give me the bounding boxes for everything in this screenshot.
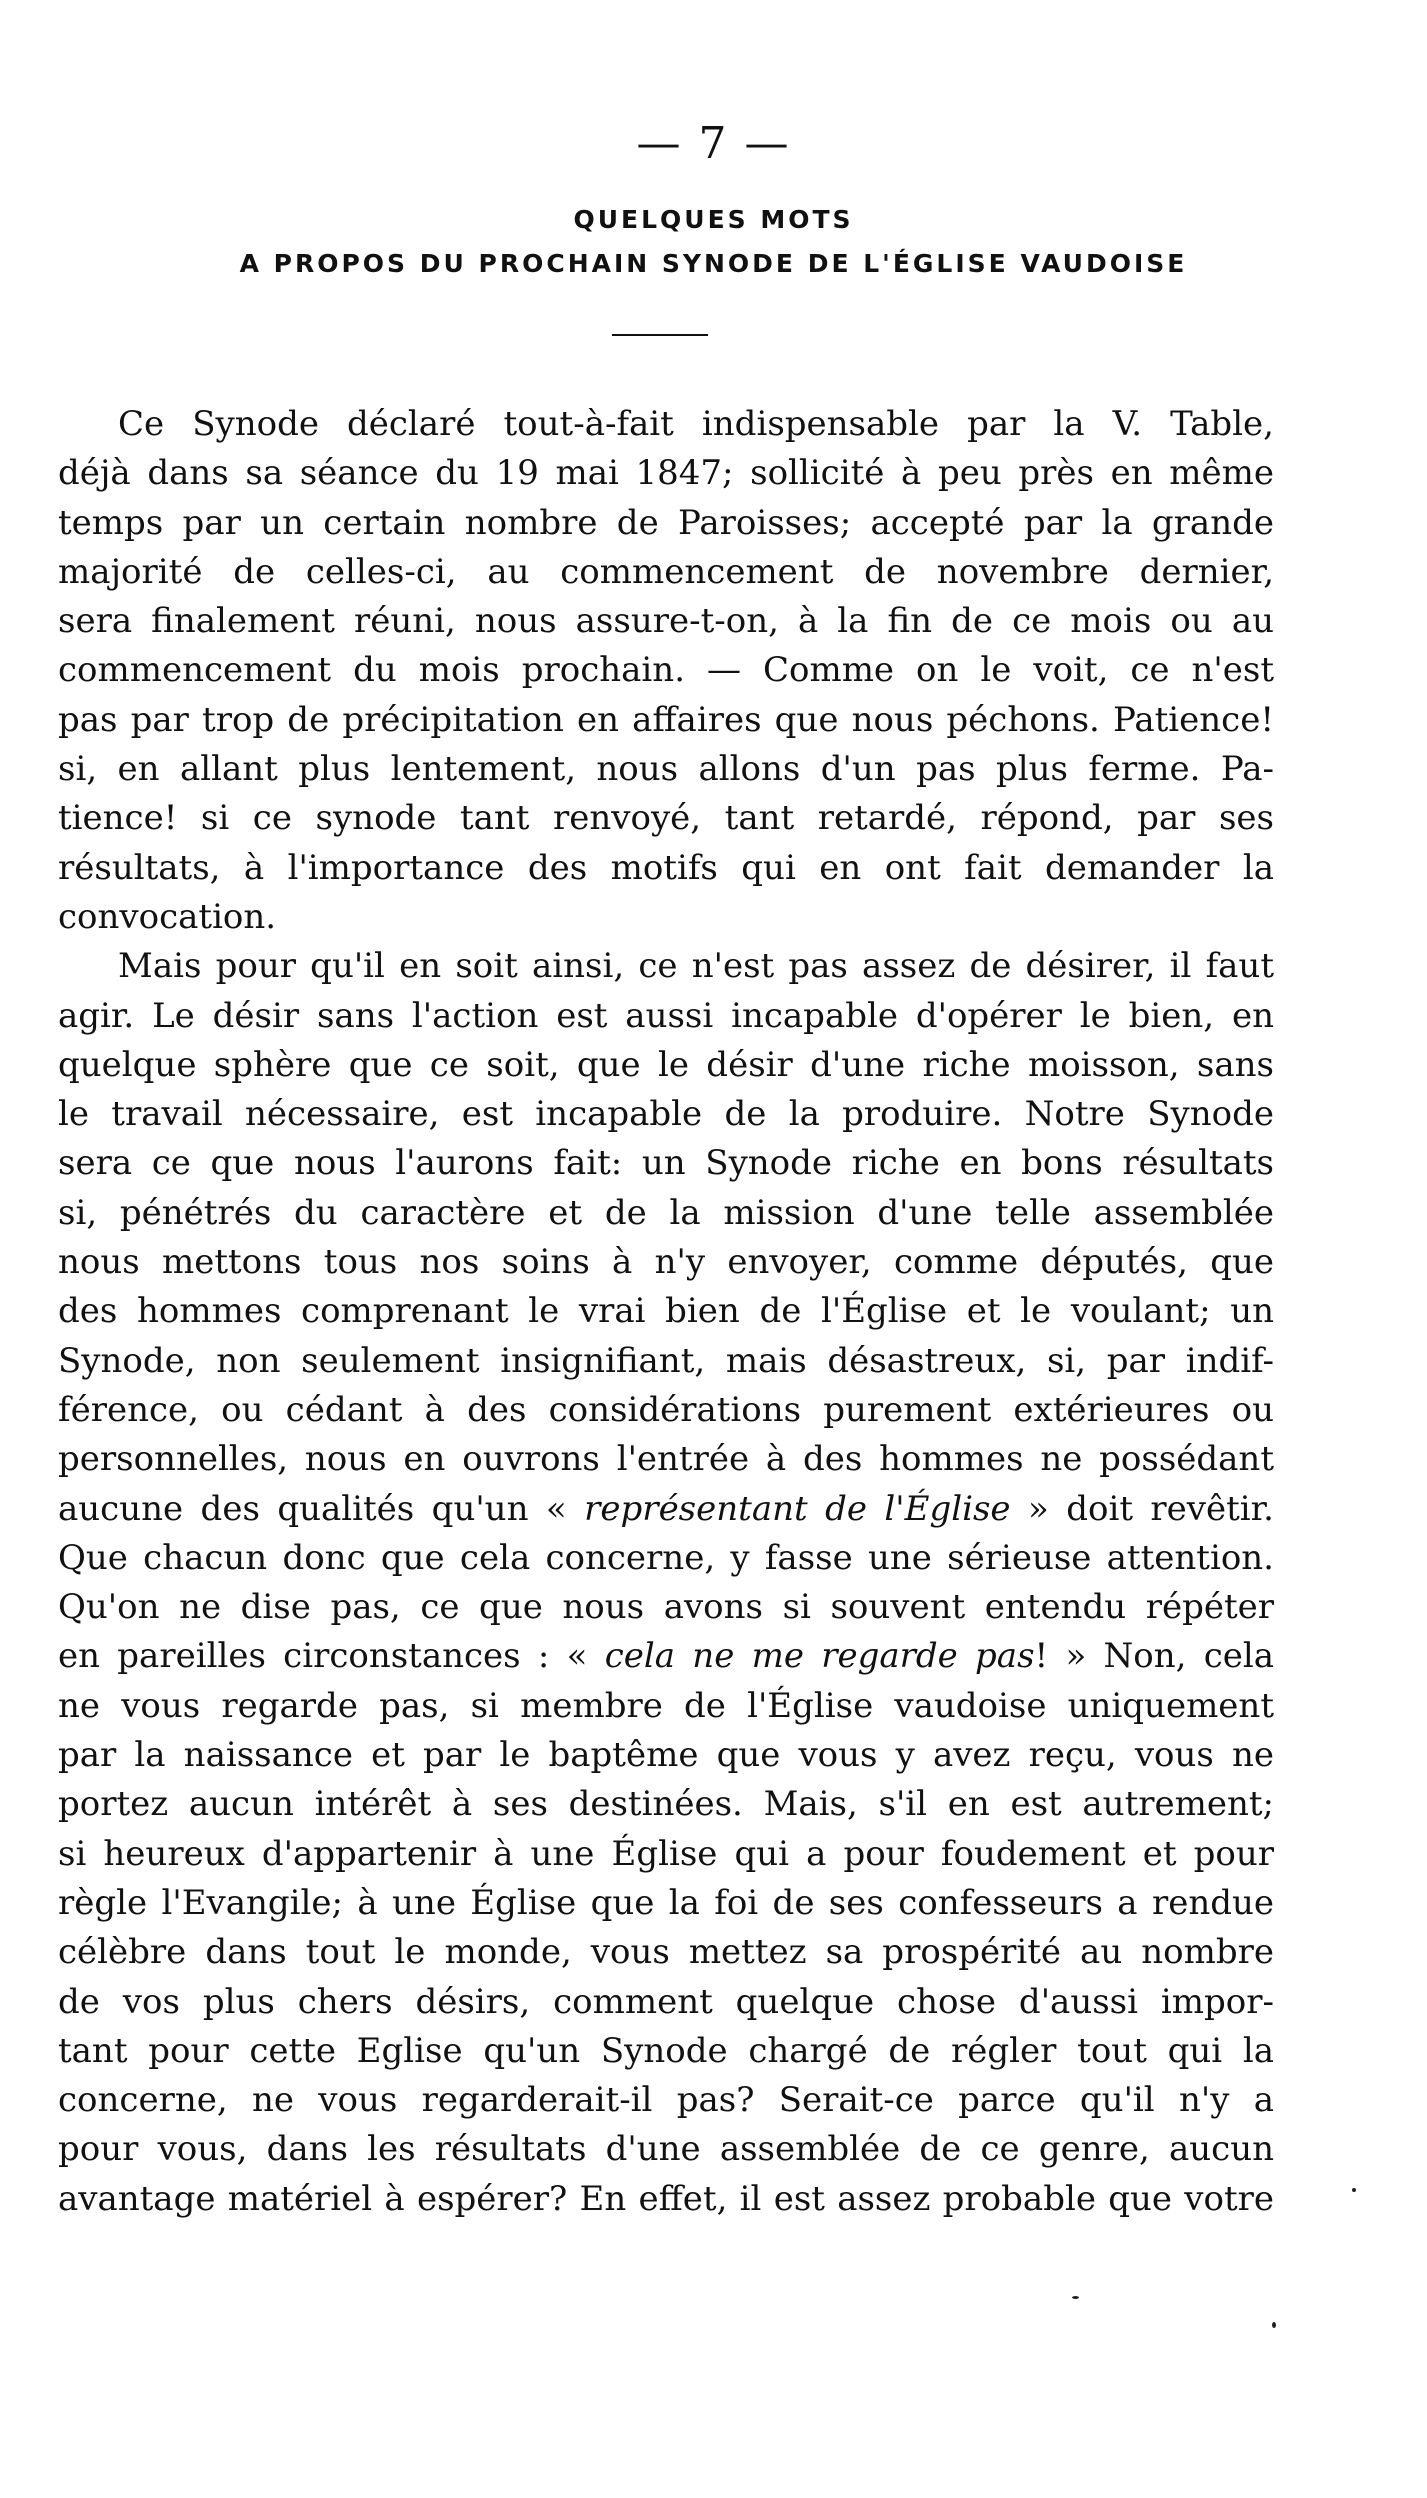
body-line: de vos plus chers désirs, comment quelque chose d'aussi impor-	[58, 1981, 1274, 2022]
body-line: célèbre dans tout le monde, vous mettez sa prospérité au nombre	[58, 1932, 1274, 1973]
body-line: avantage matériel à espérer? En effet, il est assez probable que votre	[58, 2178, 1274, 2219]
heading-line-1: QUELQUES MOTS	[573, 205, 854, 234]
paper-speck	[1272, 2322, 1276, 2328]
body-line: Qu'on ne dise pas, ce que nous avons si souvent entendu répéter	[58, 1587, 1274, 1628]
body-line: Synode, non seulement insignifiant, mais désastreux, si, par indif-	[58, 1340, 1274, 1381]
body-line: pour vous, dans les résultats d'une assemblée de ce genre, aucun	[58, 2129, 1274, 2170]
body-line-with-quote	[58, 1632, 1274, 1681]
paper-speck	[1352, 2188, 1356, 2192]
body-line: tience! si ce synode tant renvoyé, tant retardé, répond, par ses	[58, 798, 1274, 839]
quote-italic-text: représentant de l'Église	[584, 1488, 1011, 1529]
article-body	[58, 400, 1274, 2224]
body-line: agir. Le désir sans l'action est aussi incapable d'opérer le bien, en	[58, 995, 1274, 1036]
body-line: concerne, ne vous regarderait-il pas? Serait-ce parce qu'il n'y a	[58, 2080, 1274, 2121]
quote-open-mark: «	[566, 1636, 588, 1677]
body-line: férence, ou cédant à des considérations purement extérieures ou	[58, 1389, 1274, 1430]
body-line: Ce Synode déclaré tout-à-fait indispensable par la V. Table,	[118, 404, 1274, 444]
body-line: temps par un certain nombre de Paroisses; accepté par la grande	[58, 502, 1274, 543]
body-line: commencement du mois prochain. — Comme on le voit, ce n'est	[58, 650, 1274, 691]
body-line: par la naissance et par le baptême que vous y avez reçu, vous ne	[58, 1735, 1274, 1776]
body-line: règle l'Evangile; à une Église que la foi de ses confesseurs a rendue	[58, 1882, 1274, 1923]
body-line: nous mettons tous nos soins à n'y envoyer, comme députés, que	[58, 1242, 1274, 1283]
body-line: ne vous regarde pas, si membre de l'Église vaudoise uniquement	[58, 1685, 1274, 1726]
body-line: Mais pour qu'il en soit ainsi, ce n'est pas assez de désirer, il faut	[118, 946, 1274, 987]
body-line: majorité de celles-ci, au commencement de novembre dernier,	[58, 551, 1274, 592]
body-line: si, pénétrés du caractère et de la mission d'une telle assemblée	[58, 1192, 1274, 1233]
body-line: sera ce que nous l'aurons fait: un Synode riche en bons résultats	[58, 1143, 1274, 1184]
body-line: sera finalement réuni, nous assure-t-on, à la fin de ce mois ou au	[58, 601, 1274, 642]
body-line: le travail nécessaire, est incapable de la produire. Notre Synode	[58, 1094, 1274, 1135]
body-line: convocation.	[58, 896, 277, 937]
body-line: des hommes comprenant le vrai bien de l'Église et le voulant; un	[58, 1291, 1274, 1332]
body-line: Que chacun donc que cela concerne, y fasse une sérieuse attention.	[58, 1537, 1274, 1578]
paper-speck	[1072, 2296, 1079, 2299]
quote-open-mark: «	[545, 1488, 567, 1529]
body-line: tant pour cette Eglise qu'un Synode chargé de régler tout qui la	[58, 2030, 1274, 2071]
quote-close-text: » doit revêtir.	[1027, 1488, 1274, 1529]
body-line-text: aucune des qualités qu'un	[58, 1488, 529, 1529]
body-line: portez aucun intérêt à ses destinées. Mais, s'il en est autrement;	[58, 1784, 1274, 1825]
body-line-with-quote	[58, 1485, 1274, 1534]
body-line: si, en allant plus lentement, nous allons d'un pas plus ferme. Pa-	[58, 749, 1274, 790]
body-line: quelque sphère que ce soit, que le désir d'une riche moisson, sans	[58, 1044, 1274, 1085]
quote-italic-text: cela ne me regarde pas	[604, 1636, 1035, 1677]
body-line: déjà dans sa séance du 19 mai 1847; sollicité à peu près en même	[58, 453, 1274, 494]
heading-divider	[612, 334, 708, 336]
page-number: — 7 —	[636, 118, 791, 169]
quote-close-text: ! » Non, cela	[1034, 1636, 1275, 1677]
body-line: résultats, à l'importance des motifs qui en ont fait demander la	[58, 847, 1274, 888]
body-line: personnelles, nous en ouvrons l'entrée à des hommes ne possédant	[58, 1439, 1274, 1480]
heading-line-2: A PROPOS DU PROCHAIN SYNODE DE L'ÉGLISE VAUDOISE	[239, 249, 1188, 278]
body-line: pas par trop de précipitation en affaires que nous péchons. Patience!	[58, 699, 1274, 740]
body-line-text: en pareilles circonstances :	[58, 1636, 550, 1677]
body-line: si heureux d'appartenir à une Église qui a pour foudement et pour	[58, 1833, 1274, 1874]
